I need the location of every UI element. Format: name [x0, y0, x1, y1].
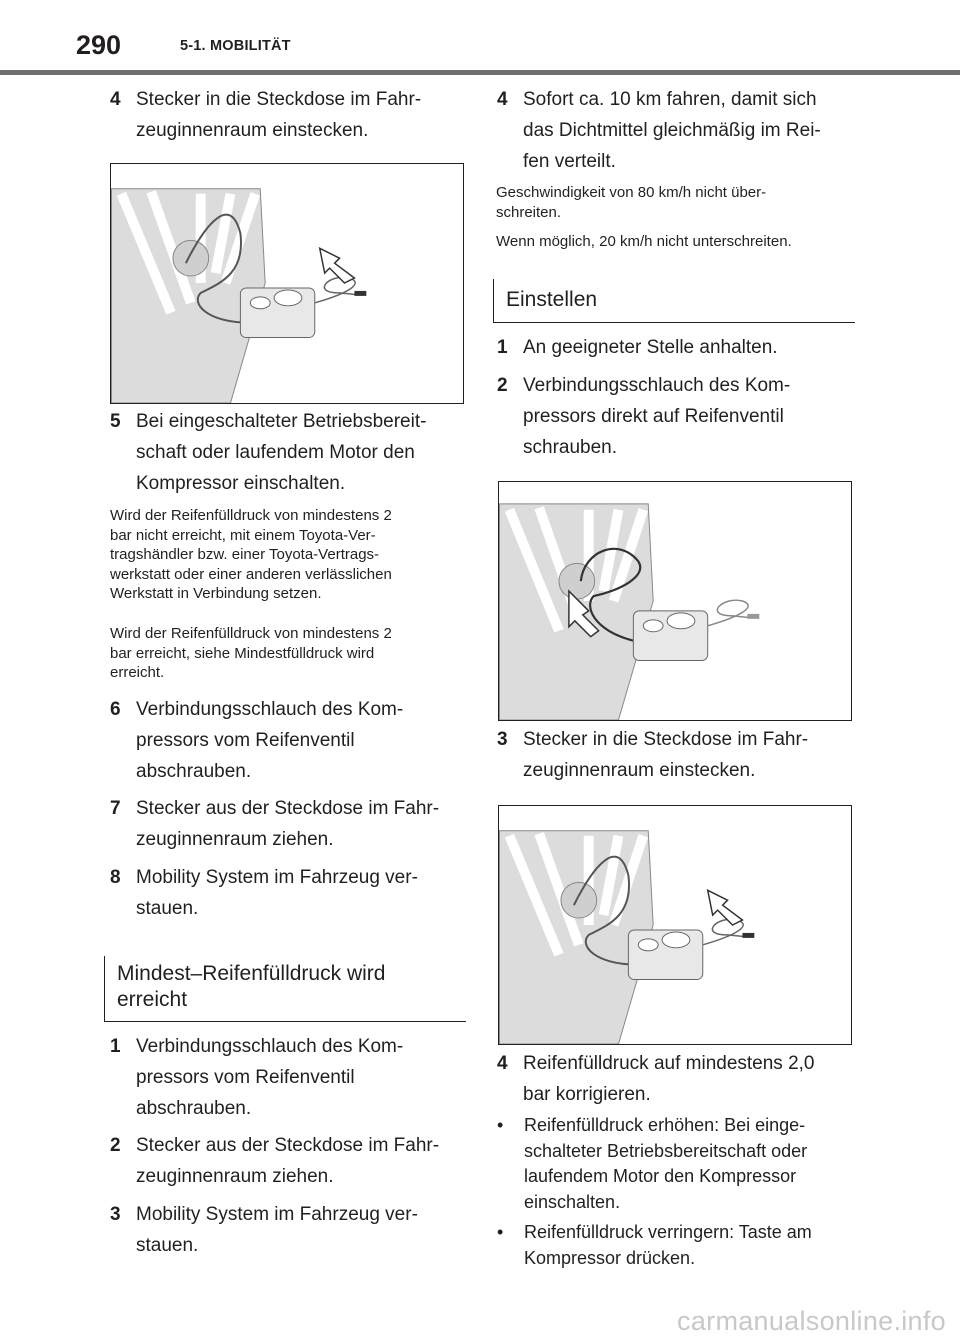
illustration-hose-to-valve: [498, 481, 852, 721]
watermark: carmanualsonline.info: [677, 1306, 946, 1336]
header-rule: [0, 70, 960, 75]
left-step-7: [110, 793, 470, 855]
right-step-4b: [497, 1048, 857, 1110]
compressor-plug-drawing-2: [499, 806, 851, 1044]
step-text: Mobility System im Fahrzeug ver- stauen.: [136, 1204, 418, 1256]
illustration-compressor-plug-2: [498, 805, 852, 1045]
compressor-plug-drawing: [111, 164, 463, 403]
step-text: Stecker in die Steckdose im Fahr- zeuginnenraum einstecken.: [136, 89, 422, 141]
right-step-2: [497, 370, 857, 463]
section-step-1: [110, 1031, 470, 1124]
step-number: 1: [497, 337, 508, 358]
step-number: 4: [110, 89, 121, 110]
step-number: 2: [110, 1135, 121, 1156]
step-text: Stecker aus der Steckdose im Fahr- zeuginnenraum ziehen.: [136, 1135, 440, 1187]
step-text: Sofort ca. 10 km fahren, damit sich das Dichtmittel gleichmäßig im Rei- fen verteilt.: [523, 89, 821, 172]
left-note-2: Wird der Reifenfülldruck von mindestens 2 bar erreicht, siehe Mindestfülldruck wird erreicht.: [110, 625, 392, 681]
left-step-5: [110, 406, 470, 499]
right-note-2: Wenn möglich, 20 km/h nicht unterschreiten.: [496, 233, 792, 250]
bullet-text: Reifenfülldruck verringern: Taste am Kompressor drücken.: [524, 1222, 812, 1268]
step-number: 7: [110, 798, 121, 819]
step-number: 4: [497, 89, 508, 110]
step-text: Mobility System im Fahrzeug ver- stauen.: [136, 867, 418, 919]
section-step-3: [110, 1199, 470, 1261]
hose-to-valve-drawing: [499, 482, 851, 720]
step-number: 6: [110, 699, 121, 720]
section-heading-minimum-pressure: Mindest–Reifenfülldruck wird erreicht: [104, 956, 466, 1022]
step-text: Stecker in die Steckdose im Fahr- zeuginnenraum einstecken.: [523, 729, 809, 781]
step-text: Verbindungsschlauch des Kom- pressors vom Reifenventil abschrauben.: [136, 1036, 404, 1119]
step-number: 3: [110, 1204, 121, 1225]
step-number: 8: [110, 867, 121, 888]
bullet-dot: •: [497, 1222, 504, 1242]
step-text: Verbindungsschlauch des Kom- pressors direkt auf Reifenventil schrauben.: [523, 375, 791, 458]
bullet-item: [497, 1113, 859, 1215]
step-text: Verbindungsschlauch des Kom- pressors vom Reifenventil abschrauben.: [136, 699, 404, 782]
step-number: 4: [497, 1053, 508, 1074]
right-step-4: [497, 84, 857, 177]
step-text: An geeigneter Stelle anhalten.: [523, 337, 778, 358]
step-text: Bei eingeschalteter Betriebsbereit- schaft oder laufendem Motor den Kompressor einschalten.: [136, 411, 427, 494]
chapter-title: 5-1. MOBILITÄT: [180, 38, 291, 54]
right-step-1: [497, 332, 857, 363]
step-number: 2: [497, 375, 508, 396]
bullet-text: Reifenfülldruck erhöhen: Bei einge- schalteter Betriebsbereitschaft oder laufendem Motor den Kompressor einschalten.: [524, 1115, 808, 1212]
section-heading-einstellen: Einstellen: [493, 279, 855, 323]
left-step-6: [110, 694, 470, 787]
right-step-3: [497, 724, 857, 786]
bullet-dot: •: [497, 1115, 504, 1135]
illustration-compressor-plug: [110, 163, 464, 404]
step-text: Stecker aus der Steckdose im Fahr- zeuginnenraum ziehen.: [136, 798, 440, 850]
right-note-1: Geschwindigkeit von 80 km/h nicht über- schreiten.: [496, 184, 767, 221]
step-number: 1: [110, 1036, 121, 1057]
left-step-4: [110, 84, 470, 146]
section-step-2: [110, 1130, 470, 1192]
step-text: Reifenfülldruck auf mindestens 2,0 bar korrigieren.: [523, 1053, 815, 1105]
page-header: [0, 0, 960, 76]
step-number: 3: [497, 729, 508, 750]
left-step-8: [110, 862, 470, 924]
page-number: 290: [76, 30, 122, 60]
bullet-item: [497, 1220, 859, 1271]
left-note-1: Wird der Reifenfülldruck von mindestens 2 bar nicht erreicht, mit einem Toyota-Ver- tragshändler bzw. einer Toyota-Vertrags- werkstatt oder einer anderen verlässlichen Werkstatt in Verbindung setzen.: [110, 507, 392, 602]
step-number: 5: [110, 411, 121, 432]
